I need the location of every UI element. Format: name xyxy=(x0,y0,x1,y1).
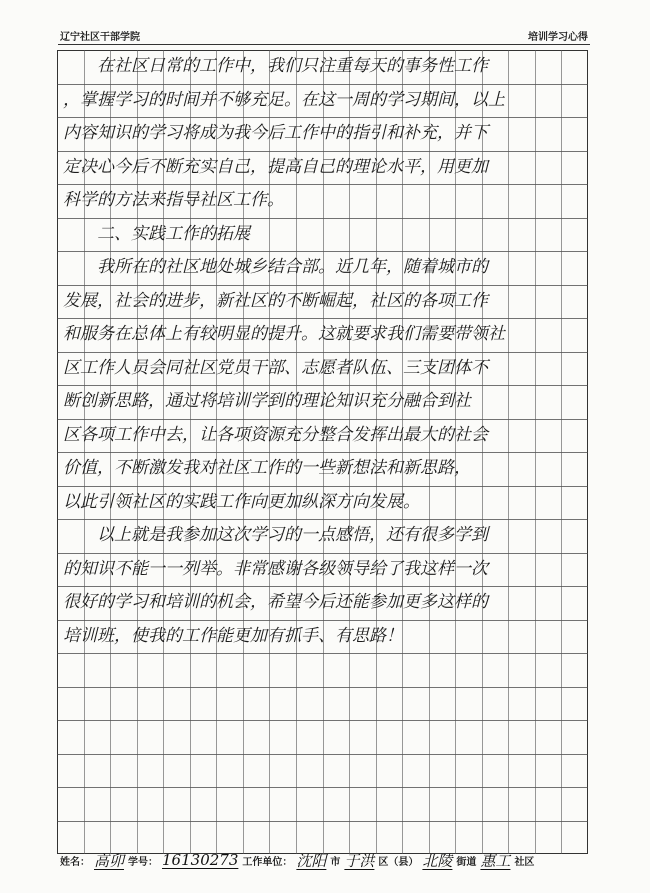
header-divider xyxy=(58,44,590,45)
handwritten-line xyxy=(57,687,588,720)
handwritten-line: 培训班，使我的工作能更加有抓手、有思路！ xyxy=(63,626,403,646)
community-value: 惠工 xyxy=(480,851,511,870)
handwritten-line: 很好的学习和培训的机会，希望今后还能参加更多这样的 xyxy=(63,592,488,612)
handwritten-line xyxy=(57,787,588,820)
city-label: 市 xyxy=(330,856,341,868)
writing-grid xyxy=(57,50,588,854)
handwritten-line: 以上就是我参加这次学习的一点感悟，还有很多学到 xyxy=(63,525,488,545)
handwritten-line: 区工作人员会同社区党员干部、志愿者队伍、三支团体不 xyxy=(63,358,488,378)
handwritten-line: 发展，社会的进步，新社区的不断崛起，社区的各项工作 xyxy=(63,291,488,311)
header-left-title: 辽宁社区干部学院 xyxy=(60,32,140,43)
handwritten-line xyxy=(57,754,588,787)
handwritten-line: 的知识不能一一列举。非常感谢各级领导给了我这样一次 xyxy=(63,559,488,579)
handwritten-line: 定决心今后不断充实自己，提高自己的理论水平，用更加 xyxy=(63,157,488,177)
district-label: 区（县） xyxy=(378,856,419,868)
handwritten-line: 和服务在总体上有较明显的提升。这就要求我们需要带领社 xyxy=(63,324,505,344)
handwritten-line: 断创新思路，通过将培训学到的理论知识充分融合到社 xyxy=(63,391,471,411)
footer-info xyxy=(60,848,610,872)
student-id-value: 16130273 xyxy=(162,851,239,869)
handwritten-line: 区各项工作中去，让各项资源充分整合发挥出最大的社会 xyxy=(63,425,488,445)
work-unit-label: 工作单位： xyxy=(242,856,293,868)
handwritten-line xyxy=(57,653,588,686)
handwritten-line: ，掌握学习的时间并不够充足。在这一周的学习期间，以上 xyxy=(63,90,505,110)
student-id-label: 学号： xyxy=(128,856,159,868)
handwritten-line: 内容知识的学习将成为我今后工作中的指引和补充，并下 xyxy=(63,123,488,143)
handwritten-line: 价值，不断激发我对社区工作的一些新想法和新思路， xyxy=(63,458,471,478)
handwritten-line: 我所在的社区地处城乡结合部。近几年，随着城市的 xyxy=(63,257,488,277)
community-label: 社区 xyxy=(514,856,535,868)
handwritten-line: 科学的方法来指导社区工作。 xyxy=(63,190,284,210)
street-label: 街道 xyxy=(456,856,477,868)
name-value: 高卯 xyxy=(94,851,125,870)
handwritten-line xyxy=(57,720,588,753)
handwritten-text-area xyxy=(57,50,588,854)
header-right-title: 培训学习心得 xyxy=(528,32,588,43)
handwritten-line: 在社区日常的工作中，我们只注重每天的事务性工作 xyxy=(63,56,488,76)
name-label: 姓名： xyxy=(60,856,90,868)
handwritten-line: 以此引领社区的实践工作向更加纵深方向发展。 xyxy=(63,492,420,512)
street-value: 北陵 xyxy=(422,851,453,870)
handwritten-line: 二、实践工作的拓展 xyxy=(63,224,250,244)
district-value: 于洪 xyxy=(344,851,375,870)
city-value: 沈阳 xyxy=(296,851,327,870)
